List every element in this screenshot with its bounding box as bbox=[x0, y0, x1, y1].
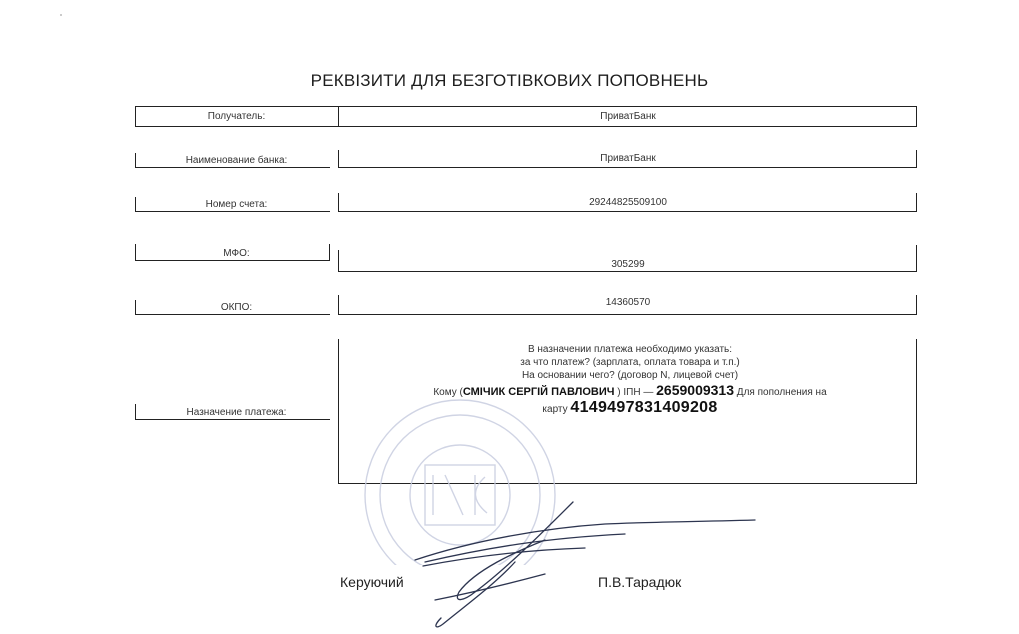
payment-purpose-label: Назначение платежа: bbox=[186, 407, 287, 418]
purpose-instruction-line-2: за что платеж? (зарплата, оплата товара и т.п.) bbox=[520, 357, 740, 368]
okpo-label: ОКПО: bbox=[220, 302, 253, 313]
value-right-tick bbox=[916, 193, 917, 212]
row-top-border bbox=[135, 106, 917, 107]
label-underline bbox=[135, 314, 330, 315]
scan-speck bbox=[60, 14, 62, 16]
purpose-instruction-line-1: В назначении платежа необходимо указать: bbox=[527, 344, 733, 355]
bank-name-value: ПриватБанк bbox=[600, 153, 656, 164]
signatory-position: Керуючий bbox=[340, 574, 404, 590]
value-right-border bbox=[916, 339, 917, 484]
komu-prefix: Кому ( bbox=[433, 387, 463, 398]
value-left-tick bbox=[338, 150, 339, 168]
label-underline bbox=[135, 211, 330, 212]
value-left-tick bbox=[338, 250, 339, 272]
value-right-tick bbox=[916, 245, 917, 272]
account-number-label: Номер счета: bbox=[205, 199, 268, 210]
value-left-border bbox=[338, 339, 339, 483]
value-left-tick bbox=[338, 295, 339, 315]
value-underline bbox=[338, 211, 916, 212]
recipient-label: Получатель: bbox=[207, 111, 266, 122]
account-number-value: 29244825509100 bbox=[589, 197, 667, 208]
ipn-label: ) ІПН — bbox=[617, 387, 654, 398]
row-divider bbox=[338, 106, 339, 127]
label-underline bbox=[135, 419, 330, 420]
row-right-border bbox=[916, 106, 917, 127]
mfo-value: 305299 bbox=[611, 259, 645, 270]
label-underline bbox=[135, 167, 330, 168]
mfo-label: МФО: bbox=[223, 248, 250, 259]
ipn-number: 2659009313 bbox=[656, 382, 735, 398]
value-underline bbox=[338, 167, 916, 168]
purpose-instruction-line-3: На основании чего? (договор N, лицевой счет) bbox=[521, 370, 739, 381]
card-number: 4149497831409208 bbox=[570, 399, 718, 416]
signatory-name: П.В.Тарадюк bbox=[598, 574, 682, 590]
document-title: РЕКВІЗИТИ ДЛЯ БЕЗГОТІВКОВИХ ПОПОВНЕНЬ bbox=[310, 71, 709, 90]
recipient-value: ПриватБанк bbox=[600, 111, 656, 122]
value-right-tick bbox=[916, 150, 917, 168]
row-bottom-border bbox=[135, 126, 917, 127]
value-left-tick bbox=[338, 193, 339, 212]
topup-text: Для пополнения на bbox=[736, 387, 827, 398]
value-right-tick bbox=[916, 295, 917, 315]
label-underline bbox=[135, 260, 330, 261]
value-underline bbox=[338, 314, 916, 315]
recipient-full-name: СМІЧИК СЕРГІЙ ПАВЛОВИЧ bbox=[462, 386, 615, 398]
bank-name-label: Наименование банка: bbox=[185, 155, 288, 166]
okpo-value: 14360570 bbox=[605, 297, 651, 308]
card-label: карту bbox=[542, 404, 568, 415]
signature-icon bbox=[395, 500, 765, 630]
value-underline bbox=[338, 271, 916, 272]
